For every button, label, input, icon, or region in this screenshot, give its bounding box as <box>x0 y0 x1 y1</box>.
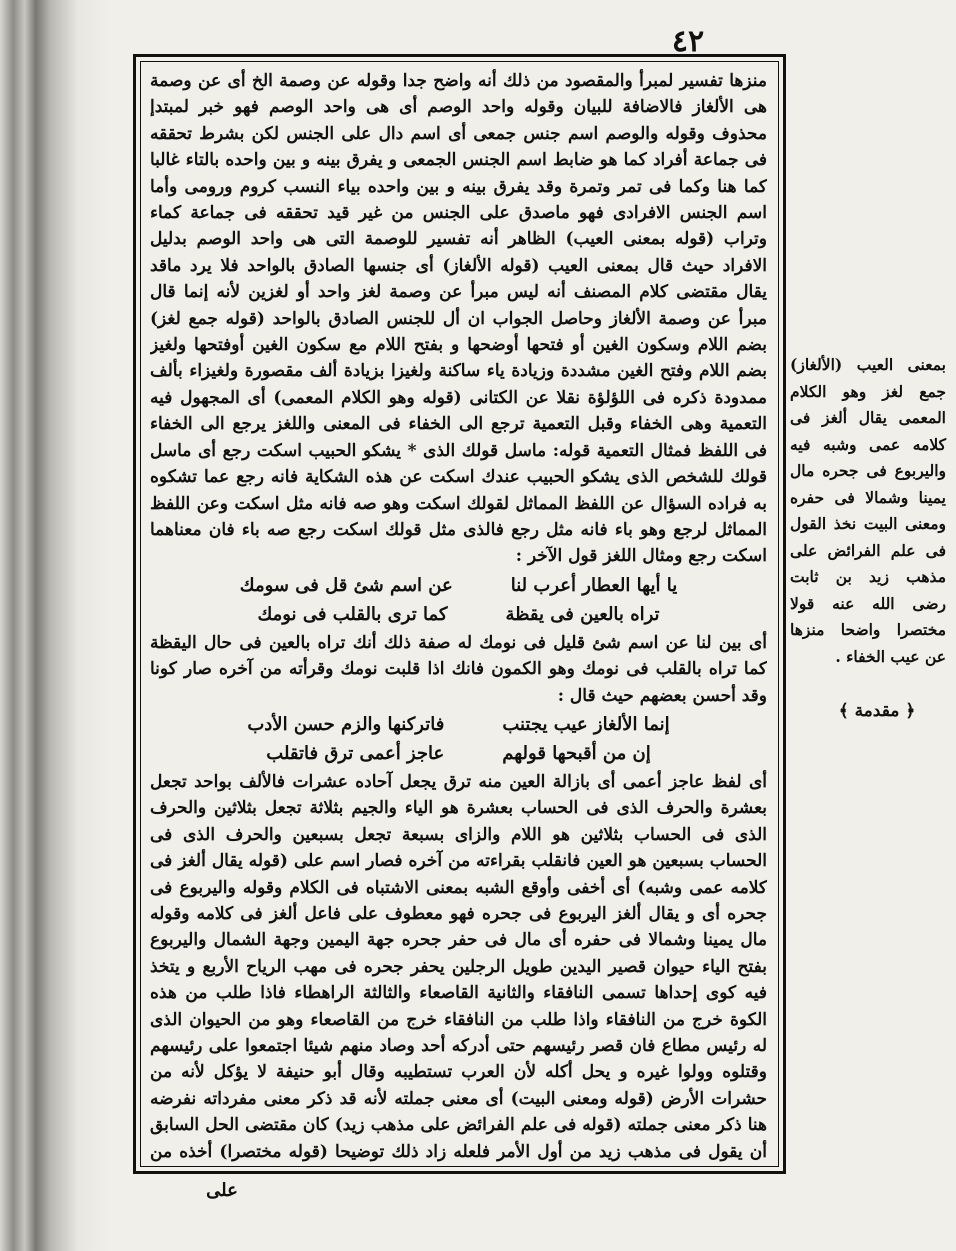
main-text-block <box>150 68 767 1162</box>
verse-3-first-hemistich: إنما الألغاز عيب يجتنب <box>502 713 670 735</box>
verse-3-second-hemistich: فاتركنها والزم حسن الأدب <box>247 713 445 735</box>
commentary-paragraph-2: أى بين لنا عن اسم شئ قليل فى نومك له صفة ذلك أنك تراه بالعين فى حال اليقظة كما تراه بالقلب فى نومك وهو الكمون فانك اذا قلبت نومك وقرأته من آخره صار كونا وقد أحسن بعضهم حيث قال : <box>150 632 767 706</box>
verse-1-second-hemistich: عن اسم شئ قل فى سومك <box>239 574 453 596</box>
verse-2-second-hemistich: كما ترى بالقلب فى نومك <box>257 603 448 625</box>
book-gutter <box>0 0 112 1251</box>
verse-1-first-hemistich: يا أيها العطار أعرب لنا <box>510 574 678 596</box>
catchword: على <box>206 1180 238 1201</box>
margin-note: بمعنى العيب (الألغاز) جمع لغز وهو الكلام المعمى يقال ألغز فى كلامه عمى وشبه فيه واليربوع فى جحره مال يمينا وشمالا فى حفره ومعنى البيت نخذ القول فى علم الفرائض على مذهب زيد بن ثابت رضى الله عنه قولا مختصرا واضحا منزها عن عيب الخفاء . <box>790 355 946 666</box>
verse-line-4 <box>150 740 767 767</box>
verse-4-second-hemistich: عاجز أعمى ترق فاتقلب <box>266 742 445 764</box>
commentary-paragraph-3: أى لفظ عاجز أعمى أى بازالة العين منه ترق يجعل آحاده عشرات فالألف بواحد تجعل بعشرة والحرف الذى فى الحساب بعشرة هو الياء والجيم بثلاثة تجعل بثلاثين والحرف الذى فى الحساب بثلاثين هو اللام والزاى بسبعة تجعل بسبعين والحرف الذى فى الحساب بسبعين هو العين فانقلب بقراءته من آخره فصار اسم على (قوله يقال ألغز فى كلامه عمى وشبه) أى أخفى وأوقع الشبه بمعنى الاشتباه فى الكلام وقوله واليربوع فى جحره أى و يقال ألغز اليربوع فى جحره فهو معطوف على فاعل ألغز فى كلامه وقوله مال يمينا وشمالا فى حفره أى مال فى حفر جحره جهة اليمين وجهة الشمال واليربوع بفتح الياء حيوان قصير اليدين طويل الرجلين يحفر جحره فى مهب الرياح الأربع و يتخذ فيه كوى إحداها تسمى النافقاء والثانية القاصعاء والثالثة الراهطاء فاذا طلب من هذه الكوة خرج من النافقاء واذا طلب من النافقاء خرج من القاصعاء وهو من الحيوان الذى له رئيس مطاع فان قصر رئيسهم حتى أدركه أحد وصاد منهم شيئا اجتمعوا على رئيسهم وقتلوه وولوا غيره و يحل أكله لأن العرب تستطيبه وقال أبو حنيفة لا يؤكل لأنه من حشرات الأرض (قوله ومعنى البيت) أى معنى جملته لأنه قد ذكر معنى مفرداته نفرضه هنا ذكر معنى جملته (قوله فى علم الفرائض على مذهب زيد) كان مقتضى الحل السابق أن يقول فى مذهب زيد من أول الأمر فلعله زاد ذلك توضيحا (قوله مختصرا) أخذه من <box>150 771 767 1162</box>
verse-line-3 <box>150 711 767 738</box>
commentary-paragraph-1: منزها تفسير لمبرأ والمقصود من ذلك أنه واضح جدا وقوله عن وصمة الخ أى عن وصمة هى الألغاز فالاضافة للبيان وقوله واحد الوصم أى هى واحد الوصم فهو خبر لمبتدإ محذوف وقوله والوصم اسم جنس جمعى أى اسم دال على الجنس لكن بشرط تحققه فى جماعة أفراد كما هو ضابط اسم الجنس الجمعى و يفرق بينه و بين واحده بالتاء غالبا كما هنا وكما فى تمر وتمرة وقد يفرق بينه و بين واحده بياء النسب كروم ورومى وأما اسم الجنس الافرادى فهو ماصدق على الجنس من غير قيد تحققه فى جماعة كماء وتراب (قوله بمعنى العيب) الظاهر أنه تفسير للوصمة التى هى واحد الوصم بدليل الافراد حيث قال بمعنى العيب (قوله الألغاز) أى جنسها الصادق بالواحد فلا يرد ماقد يقال مقتضى كلام المصنف أنه ليس مبرأ عن وصمة لغز واحد أو لغزين لأنه إنما قال مبرأ عن وصمة الألغاز وحاصل الجواب ان أل للجنس الصادق بالواحد (قوله جمع لغز) بضم اللام وسكون الغين أو فتحها أوضحها و بفتح اللام مع سكون الغين أوفتحها ولغيز بضم اللام وفتح الغين مشددة وزيادة ياء ساكنة ولغيزا بزيادة ألف مقصورة ولغيزاء بألف ممدودة ذكره فى اللؤلؤة نقلا عن الكتانى (قوله وهو الكلام المعمى) أى المجهول فيه التعمية وهى الخفاء وقبل التعمية ترجع الى الخفاء فى المعنى واللغز يرجع الى الخفاء فى اللفظ فمثال التعمية قوله: ماسل قولك الذى * يشكو الحبيب اسكت رجع أى ماسل قولك للشخص الذى يشكو الحبيب عندك اسكت عن هذه الشكاية فانه رجع عما تشكوه به فراده السؤال عن اللفظ المماثل لقولك اسكت وهو صه فانه مثل اسكت وعن اللفظ المماثل لرجع وهو باء فانه مثل رجع فالذى مثل قولك اسكت رجع صه باء فان معناهما اسكت رجع ومثال اللغز قول الآخر : <box>150 71 767 567</box>
margin-heading: ﴿ مقدمة ﴾ <box>838 701 916 721</box>
verse-line-1 <box>150 572 767 599</box>
page-number: ٤٢ <box>671 24 705 59</box>
verse-4-first-hemistich: إن من أقبحها قولهم <box>502 742 651 764</box>
verse-line-2 <box>150 601 767 628</box>
verse-2-first-hemistich: تراه بالعين فى يقظة <box>505 603 660 625</box>
